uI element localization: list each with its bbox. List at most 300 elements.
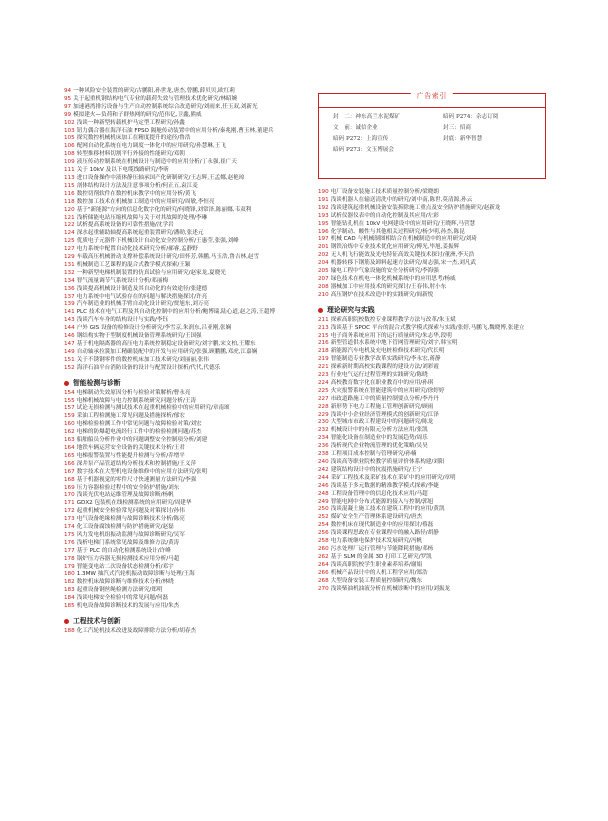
page-number: 270: [318, 585, 329, 592]
contents-entry[interactable]: [318, 276, 546, 284]
page-number: 176: [64, 539, 75, 546]
contents-entry[interactable]: [64, 357, 298, 365]
page-number: 173: [64, 516, 75, 523]
page-number: 250: [318, 506, 329, 513]
article-title: 电气设备绝缘检测与故障诊断技术分析/陈亮: [76, 516, 185, 523]
contents-entry[interactable]: [64, 453, 298, 461]
article-title: 电梯报警装置与性能提升检测与分析/乔增平: [76, 452, 185, 459]
page-number: 234: [318, 435, 329, 442]
article-title: 机械产品设计中的人机工程学应用/郑浩: [330, 569, 428, 576]
article-title: 新形势下电力工程施工管理创新研究/顾雨: [330, 403, 434, 410]
page-number: 201: [318, 244, 329, 251]
page-number: 211: [318, 316, 329, 323]
page-number: 242: [318, 466, 329, 473]
contents-entry[interactable]: [64, 556, 298, 564]
page-number: 174: [64, 524, 75, 531]
ad-row: [333, 112, 537, 123]
contents-entry[interactable]: [64, 516, 298, 524]
page-number: 131: [64, 261, 75, 268]
page-number: 120: [64, 206, 75, 213]
contents-entry[interactable]: [64, 270, 298, 278]
contents-entry[interactable]: [64, 365, 298, 373]
contents-list-theory: [318, 317, 546, 594]
section-heading-diagnosis: [64, 379, 298, 388]
article-title: 建筑结构设计中的抗震措施研究/王宁: [330, 466, 423, 473]
article-title: 钢铁冶炼中专业技术优化应用研究/傅光,毕旭,姜振辉: [330, 244, 460, 251]
article-title: 浅谈机器人在输送清洗中的研究/刘中南,陈世,莫清源,孙云: [330, 196, 473, 203]
page-number: 266: [318, 569, 329, 576]
article-title: 基于 PLC 的自动化检测系统设计/许峰: [76, 547, 171, 554]
contents-entry[interactable]: [64, 508, 298, 516]
article-title: 市政道路施工中的质量控制要点分析/李丹丹: [330, 395, 439, 402]
page-number: 224: [318, 379, 329, 386]
contents-entry[interactable]: [318, 483, 546, 491]
article-title: 模拟建火—负荷和子群热网的研究/范伟亿,卫鑫,熊威: [73, 111, 202, 118]
page-number: 172: [64, 508, 75, 515]
article-title: 进口设备操作中液体静压轴承国产化研制研究/王志辉,王孟娜,赵艳琼: [76, 174, 245, 181]
page-number: 159: [64, 413, 75, 420]
contents-entry[interactable]: [318, 356, 546, 364]
contents-entry[interactable]: [64, 191, 298, 199]
article-title: 智能钻孔机在 10kV 电网建设中的应用研究/王晓辉,马营慧: [330, 220, 476, 227]
article-title: 新能源汽车电机及充电桩检修技术研究/代长明: [330, 348, 445, 355]
contents-entry[interactable]: [318, 396, 546, 404]
contents-entry[interactable]: [318, 284, 546, 292]
contents-entry[interactable]: [318, 562, 546, 570]
contents-entry[interactable]: [318, 292, 546, 300]
contents-entry[interactable]: [318, 491, 546, 499]
article-title: 新型管道供水系统中地下管网管理研究/刘宇,韩宝明: [330, 340, 458, 347]
article-title: 汽车制造业的机械手臂自动化设计研究/贾旭东,刘万亮: [76, 301, 210, 308]
contents-entry[interactable]: [64, 262, 298, 270]
page-number: 240: [318, 459, 329, 465]
page-number: 216: [318, 340, 329, 347]
article-title: 海洋石油平台消防设备的设计与配置设计探析/代代,代德乐: [76, 364, 221, 371]
article-title: 地铁车辆运营安全设备的关键技术分析/王君: [76, 444, 185, 451]
article-title: 浅谈建筑起重机械设备安装拆除施工重点及安全防护措施研究/赵新龙: [330, 204, 501, 211]
page-number: 268: [318, 577, 329, 584]
article-title: 浅谈课程思政在专业课程中的融入路径/胡静: [330, 530, 439, 537]
ad-index-body: [333, 112, 537, 156]
page-number: 152: [64, 364, 75, 371]
page-number: 125: [64, 238, 75, 245]
article-title: PLC 技术在电气工程及其自动化控制中的应用分析/鲍博瑞,陆心道,赵之涛,王超博: [76, 309, 276, 316]
page-number: 118: [64, 198, 75, 205]
article-title: 工程设备管理中的信息化技术应用/马超: [330, 490, 428, 497]
page-number: 108: [64, 151, 75, 158]
ad-row: [333, 145, 537, 156]
page-number: 106: [64, 143, 75, 150]
contents-entry[interactable]: [318, 554, 546, 562]
bullet-dot-icon: [318, 308, 323, 313]
contents-entry[interactable]: [318, 475, 546, 483]
article-title: 化学制动、酸性与其他相关过程研究/杨少明,孙杰,陈昆: [330, 228, 465, 235]
page-number: 204: [318, 260, 329, 267]
page-number: 185: [64, 603, 75, 610]
contents-entry[interactable]: [64, 477, 298, 485]
contents-entry[interactable]: [64, 183, 298, 191]
page-number: 99: [64, 111, 72, 118]
article-title: 关于 10kV 及以下电缆线路研究/李昕: [76, 167, 170, 174]
page-number: 258: [318, 538, 329, 545]
contents-entry[interactable]: [64, 469, 298, 477]
page-number: 262: [318, 553, 329, 560]
page-number: 122: [64, 222, 75, 229]
page-number: 264: [318, 561, 329, 568]
page-number: 191: [318, 196, 329, 203]
page-number: 170: [64, 492, 75, 499]
article-title: 起重机械安全检验常见问题及对策探讨/孙伟: [76, 508, 185, 515]
contents-entry[interactable]: [64, 207, 298, 215]
article-title: 液压传动控制系统在机械设计与制造中的应用分析/丁永强,崔广天: [76, 159, 237, 166]
page-number: 124: [64, 230, 75, 237]
article-title: 深井泵产品管道结构分析技术和控制措施/王义萍: [76, 460, 197, 467]
page-number: 175: [64, 531, 75, 538]
page-number: 202: [318, 252, 329, 259]
page-number: 121: [64, 214, 75, 221]
contents-entry[interactable]: [318, 197, 546, 205]
contents-entry[interactable]: [64, 96, 298, 104]
page-number: 113: [64, 174, 75, 181]
contents-entry[interactable]: [318, 435, 546, 443]
ad-index-title: 广告索引: [411, 90, 453, 100]
page-number: 129: [64, 254, 75, 261]
article-title: 化工设备腐蚀检测与防护措施研究/赵磊: [76, 524, 174, 531]
contents-entry[interactable]: [64, 88, 298, 96]
contents-entry[interactable]: [318, 530, 546, 538]
article-title: 浅谈高等职业院校教学质量评价体系构建/刘阳: [330, 459, 445, 465]
contents-entry[interactable]: [318, 586, 546, 594]
page-number: 115: [64, 182, 75, 189]
article-title: 浅谈中小企业经济管理模式的创新研究/江泽: [330, 411, 439, 418]
ad-entry: 封三：招商: [443, 125, 471, 131]
contents-entry[interactable]: [64, 587, 298, 595]
page-number: 188: [64, 628, 75, 634]
contents-entry[interactable]: [318, 570, 546, 578]
ad-entry: 封 二：神东高兰水泥煤矿: [333, 114, 401, 120]
page-number: 223: [318, 372, 329, 379]
article-title: 电力系统中配置自动化技术研究分析/郝睿,孟静野: [76, 246, 198, 253]
contents-entry[interactable]: [318, 578, 546, 586]
page-number: 205: [318, 268, 329, 275]
article-title: 基于 SLM 的金属 3D 打印工艺研究/罗凯: [330, 553, 432, 560]
article-title: 自动轴承拉簧加工精确装配中的开发与应用研究/张强,顾鹏鹏,邓虎,江嘉娴: [76, 348, 258, 355]
contents-list-left: [64, 88, 298, 373]
page-number: 232: [318, 427, 329, 434]
contents-entry[interactable]: [318, 252, 546, 260]
page-number: 102: [64, 119, 75, 126]
contents-entry[interactable]: [64, 437, 298, 445]
article-title: 智能制造专业教学改革实践研究/李永宏,蒋静: [330, 356, 441, 363]
article-title: 探索新时期高校实践课程的建设方法/刘彩霞: [330, 364, 439, 371]
page-number: 248: [318, 490, 329, 497]
page-number: 196: [318, 228, 329, 235]
contents-entry[interactable]: [64, 390, 298, 398]
contents-entry[interactable]: [318, 325, 546, 333]
contents-entry[interactable]: [318, 546, 546, 554]
contents-entry[interactable]: [64, 429, 298, 437]
contents-entry[interactable]: [64, 167, 298, 175]
article-title: 机器转移下钢筋及卸料起速方法研究/周志强,宋一杰,刘凡武: [330, 260, 476, 267]
contents-entry[interactable]: [64, 628, 298, 636]
contents-entry[interactable]: [64, 120, 298, 128]
page-number: 192: [318, 204, 329, 211]
article-title: 高校教育数字化在职业教育中的应用/孙琪: [330, 379, 434, 386]
page-number: 137: [64, 293, 75, 300]
contents-entry[interactable]: [64, 461, 298, 469]
page-number: 178: [64, 555, 75, 562]
article-title: 智能化设备在制造业中的发展趋势/周乐: [330, 435, 428, 442]
contents-entry[interactable]: [318, 443, 546, 451]
page-number: 177: [64, 547, 75, 554]
contents-entry[interactable]: [64, 238, 298, 246]
section-title: 工程技术与创新: [73, 617, 121, 625]
contents-entry[interactable]: [64, 159, 298, 167]
contents-entry[interactable]: [64, 278, 298, 286]
article-title: 浅谈光伏电站运维管理及故障诊断/杨帆: [76, 492, 174, 499]
ad-index-box: [318, 93, 546, 179]
contents-entry[interactable]: [318, 189, 546, 197]
contents-list-diagnosis: [64, 390, 298, 611]
right-column: [318, 189, 546, 593]
contents-entry[interactable]: [64, 540, 298, 548]
bullet-dot-icon: [64, 381, 69, 386]
article-title: 起重设备钢丝绳检测方法研究/郑明: [76, 587, 163, 594]
page-number: 168: [64, 476, 75, 483]
contents-entry[interactable]: [64, 532, 298, 540]
page-number: 228: [318, 403, 329, 410]
page-number: 149: [64, 348, 75, 355]
page-number: 179: [64, 563, 75, 570]
contents-entry[interactable]: [318, 459, 546, 467]
bullet-dot-icon: [64, 619, 69, 624]
contents-entry[interactable]: [318, 451, 546, 459]
page-number: 230: [318, 419, 329, 426]
article-title: 浅谈电梯安全检验中的常见问题/何磊: [76, 595, 169, 602]
article-title: 基于"新能源"方向的信息化数字化的研究/何晓锋,刘常泽,陈丽娜,韦双利: [76, 206, 252, 213]
contents-entry[interactable]: [318, 364, 546, 372]
page-number: 238: [318, 451, 329, 458]
contents-entry[interactable]: [64, 325, 298, 333]
article-title: 浅谈汽车车身的结构设计与实践/李钰: [76, 317, 169, 324]
article-title: 火灾报警系统在智能建筑中的应用研究/徐婷婷: [330, 387, 445, 394]
contents-entry[interactable]: [64, 246, 298, 254]
contents-entry[interactable]: [318, 380, 546, 388]
page-number: 184: [64, 595, 75, 602]
ad-entry: 封底：新华智慧: [443, 136, 483, 142]
contents-entry[interactable]: [64, 317, 298, 325]
article-title: 关于不锈钢零件的数控机床加工技术研究/刘丽丽,张伟: [76, 356, 210, 363]
article-title: 浅析电梯门系统常见故障及维修方法/黄涛: [76, 539, 180, 546]
article-title: 采矿工程技术及采矿技术在采矿中的应用研究/章明: [330, 474, 456, 481]
contents-entry[interactable]: [64, 254, 298, 262]
contents-entry[interactable]: [318, 404, 546, 412]
page-number: 164: [64, 444, 75, 451]
article-title: 智气流量调节气系统设计分析/邓丽梅: [76, 277, 169, 284]
contents-entry[interactable]: [64, 445, 298, 453]
contents-entry[interactable]: [64, 349, 298, 357]
article-title: 户外 GIS 设备的检修设计分析研究/李雪京,朱润东,吕亚刚,张娴: [76, 325, 232, 332]
article-title: 钢结构实物于型制度机械设备管理系统研究/王国强: [76, 333, 202, 340]
page-number: 162: [64, 429, 75, 436]
article-title: 电梯检验检测工作中常见问题与故障检验对策/刘宏: [76, 421, 202, 428]
article-title: 一种新型电梯机制装置的仿真试验与应用研究/赵家龙,夏晓光: [76, 269, 226, 276]
article-title: 智能变电站二次设备状态检测分析/邓宇: [76, 563, 174, 570]
page-number: 94: [64, 88, 72, 94]
page-number: 246: [318, 482, 329, 489]
article-title: 智能电网中分布式能源的接入与控制/郭旭: [330, 498, 434, 505]
page-number: 160: [64, 421, 75, 428]
article-title: 试析仪器仪表中的自动化控制及其应用/左彩: [330, 212, 439, 219]
article-title: 剖体结构设计方法及注意事项分析/何正五,袁江麦: [76, 182, 198, 189]
contents-list-engineering: [64, 628, 298, 636]
article-title: 污水处理厂运行管理与节能降耗措施/邓杨: [330, 545, 434, 552]
contents-entry[interactable]: [64, 524, 298, 532]
page-number: 252: [318, 514, 329, 521]
contents-entry[interactable]: [318, 388, 546, 396]
article-title: 浅谈柴油机油液分析在机械诊断中的应用/刘振龙: [330, 585, 451, 592]
article-title: 优质电子元器件下机械设计自动化安全控制分析/王惠莹,张强,刘峰: [76, 238, 239, 245]
page-number: 221: [318, 364, 329, 371]
page-number: 127: [64, 246, 75, 253]
contents-entry[interactable]: [64, 175, 298, 183]
contents-entry[interactable]: [64, 595, 298, 603]
contents-entry[interactable]: [318, 372, 546, 380]
article-title: 无人机飞行能效及光电特征高效关键技术探讨/董洲,李天浩: [330, 252, 475, 259]
page-number: 207: [318, 275, 329, 282]
article-title: 电梯的防爆超电流经行工件中的检验检测问题/苏杰: [76, 429, 202, 436]
contents-entry[interactable]: [64, 151, 298, 159]
page-number: 171: [64, 500, 75, 507]
article-title: 浅谈提高机械设计制造及其自动化的有效途径/张建德: [76, 285, 208, 292]
page-number: 163: [64, 437, 75, 444]
ad-row: [333, 123, 537, 134]
article-title: 化工汽轮机技术改进及故障排除方法分析/胡春杰: [76, 628, 197, 634]
article-title: 数控机床故障诊断与维修技术分析/林晓: [76, 579, 174, 586]
page-number: 105: [64, 135, 75, 142]
contents-entry[interactable]: [64, 104, 298, 112]
article-title: 一种风险安全装置的研究/古鹏阳,孙世龙,唐杰,曾鹏,薛贝贝,欧红莉: [73, 88, 235, 94]
page-number: 256: [318, 530, 329, 537]
page-number: 169: [64, 484, 75, 491]
page-number: 116: [64, 190, 75, 197]
page-number: 219: [318, 356, 329, 363]
page-number: 166: [64, 460, 75, 467]
page-number: 254: [318, 522, 329, 529]
article-title: 机械 CAD 与机械制图相结合在机械制造中的应用研究/刘琦: [330, 236, 477, 243]
page-number: 109: [64, 159, 75, 166]
page-number: 165: [64, 452, 75, 459]
contents-list-right: [318, 189, 546, 300]
contents-entry[interactable]: [64, 286, 298, 294]
article-title: 绿色技术在机电一体化机械系统中的应用思考/杨威: [330, 275, 456, 282]
page-number: 227: [318, 395, 329, 402]
article-title: 锅炉压力容器无损检测技术应用分析/马超: [76, 555, 180, 562]
contents-entry[interactable]: [318, 260, 546, 268]
page-number: 111: [64, 167, 75, 174]
article-title: 压力容器检验过程中的安全防护措施/刘东: [76, 484, 180, 491]
article-title: 机械设计中的有限元分析方法应用/张凯: [330, 427, 428, 434]
article-title: 电梯制动失效原因分析与检验对策解析/曹永亮: [76, 389, 191, 396]
article-title: 电子商务系统应用下的运行质量研究/朱志华,段明: [330, 332, 452, 339]
page-number: 180: [64, 571, 75, 578]
page-number: 195: [318, 220, 329, 227]
article-title: 数控切削软件在数控机床教学中的应用分析/黄飞: [76, 190, 197, 197]
article-title: 浅析储能电站压缩机故障与关于对其故障的处理/李琳: [76, 214, 208, 221]
contents-entry[interactable]: [64, 603, 298, 611]
contents-entry[interactable]: [318, 467, 546, 475]
article-title: 输电工程中气象设施的安全分析研究/李海强: [330, 268, 439, 275]
page-number: 249: [318, 498, 329, 505]
article-title: 浅谈高职院校学生职业素养培养/谢娟: [330, 561, 423, 568]
contents-entry[interactable]: [318, 538, 546, 546]
page-number: 190: [318, 189, 329, 195]
contents-entry[interactable]: [64, 341, 298, 349]
article-title: 深水起重辅助轴提高系统起重装置研究/潘勋,张述元: [76, 230, 204, 237]
article-title: 转型推移材料切割平行外接的性能研究/邓朝: [76, 151, 185, 158]
page-number: 215: [318, 332, 329, 339]
page-number: 154: [64, 389, 75, 396]
article-title: 1.3MW 抽汽式汽轮机振动故障诊断与处理/王海: [76, 571, 195, 578]
article-title: 工程项目成本控制与管理研究/孙楠: [330, 451, 417, 458]
page-number: 183: [64, 587, 75, 594]
article-title: 电梯机械故障与电力控制系统研究问题分析/王涛: [76, 397, 197, 404]
page-number: 144: [64, 325, 75, 332]
ad-entry: 文 前：诚信企业: [333, 125, 378, 131]
page-number: 155: [64, 397, 75, 404]
article-title: 浅谈混凝土施工技术在建筑工程中的应用/黄凯: [330, 506, 445, 513]
article-title: 大型城市市政工程建设中的问题研究/陈龙: [330, 419, 434, 426]
article-title: 浅谈基于多元数据的精准教学模式探索/李婕: [330, 482, 439, 489]
section-title: 理论研究与实践: [327, 305, 375, 314]
left-column: [64, 88, 298, 636]
page-number: 208: [318, 283, 329, 290]
page-number: 229: [318, 411, 329, 418]
contents-entry[interactable]: [318, 221, 546, 229]
contents-entry[interactable]: [318, 522, 546, 530]
article-title: 电厂设备安装施工技术质量控制分析/梁晓朗: [330, 189, 439, 195]
page-number: 97: [64, 103, 72, 110]
contents-entry[interactable]: [64, 548, 298, 556]
contents-entry[interactable]: [64, 112, 298, 120]
article-title: 试论无损检测与测试技术在起重机械检验中的应用研究/章南颂: [76, 405, 230, 412]
page-number: 95: [64, 95, 72, 102]
section-heading-theory: [318, 306, 546, 315]
contents-entry[interactable]: [64, 199, 298, 207]
ad-row: [333, 134, 537, 145]
ad-divider: [319, 107, 545, 108]
contents-entry[interactable]: [318, 268, 546, 276]
contents-entry[interactable]: [318, 213, 546, 221]
article-title: 车载高压机械滑动支撑补偿系统设计研究/田怀芳,韩鹏,马玉浩,鲁吉林,赵雪: [76, 254, 260, 261]
page-number: 147: [64, 341, 75, 347]
page-number: 151: [64, 356, 75, 363]
article-title: 行业电气运行过程管理的实践研究/陈晓: [330, 372, 428, 379]
article-title: 试析提高系统设备的可靠性措施/沈学岩: [76, 222, 174, 229]
article-title: 器械加工中应用技术的研究探讨/王春伟,肘小东: [330, 283, 447, 290]
page-number: 213: [318, 324, 329, 331]
article-title: 数字技术在大型机电设备维修中的应用方法研究/张明: [76, 468, 208, 475]
contents-entry[interactable]: [64, 333, 298, 341]
contents-entry[interactable]: [64, 421, 298, 429]
contents-entry[interactable]: [318, 317, 546, 325]
contents-entry[interactable]: [318, 205, 546, 213]
page-number: 167: [64, 468, 75, 475]
article-title: 浅谈一种新型转载机护马定型工程研究/孙鑫: [76, 119, 185, 126]
article-title: 钮力偶合器在海洋石油 FPSO 隔舱传动装置中的应用分析/秦兆刚,曹玉林,董建兵: [76, 127, 274, 134]
page-number: 141: [64, 309, 75, 316]
ad-entry: 暗码 P273：文玉博展会: [333, 147, 394, 153]
